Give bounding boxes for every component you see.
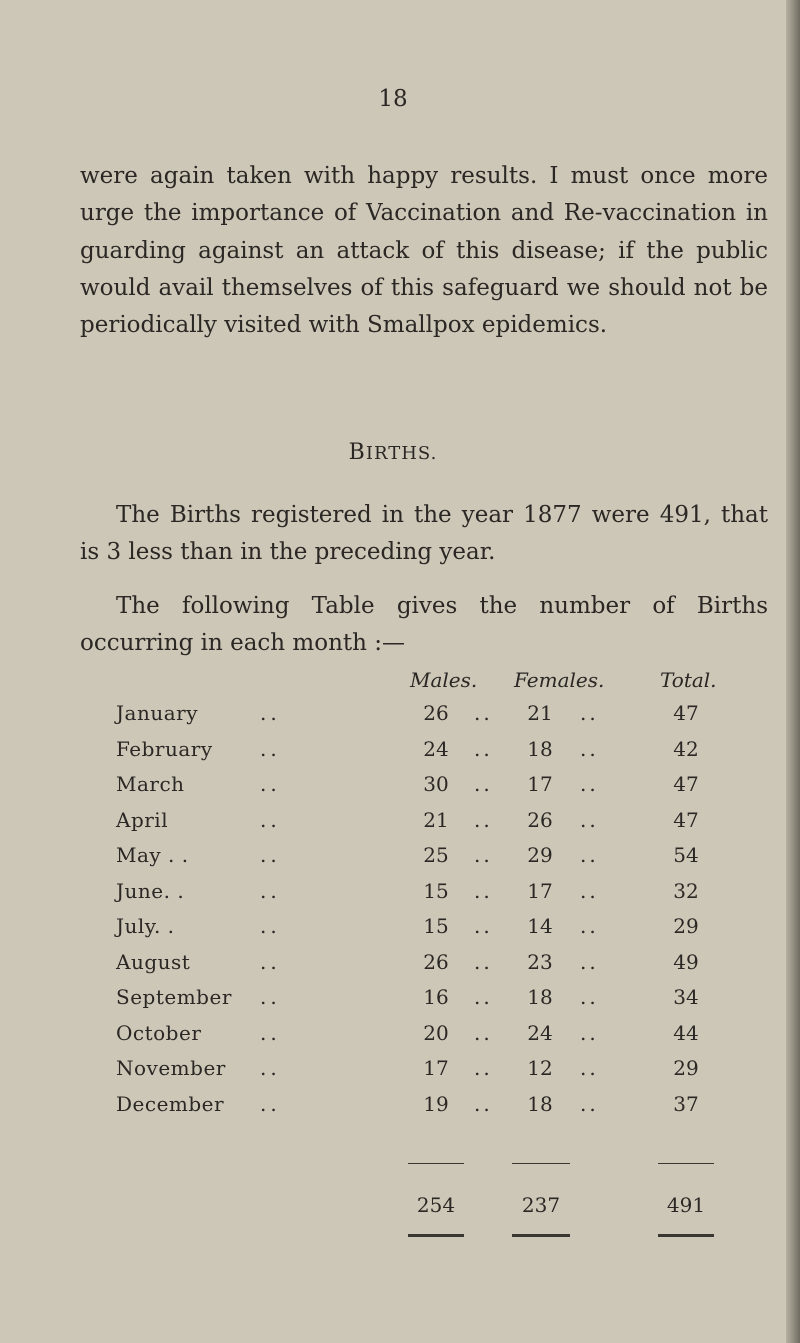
leader-dots: .. xyxy=(580,772,599,796)
table-row xyxy=(0,879,786,915)
header-males: Males. xyxy=(410,668,478,692)
total-rule-total xyxy=(658,1234,714,1237)
total-value: 29 xyxy=(673,1056,699,1080)
month-label: April xyxy=(116,807,169,832)
females-value: 17 xyxy=(527,772,553,796)
total-value: 44 xyxy=(673,1020,699,1045)
leader-dots: .. xyxy=(580,736,599,761)
leader-dots: .. xyxy=(580,1020,599,1045)
leader-dots: .. xyxy=(580,1091,599,1116)
month-label: May . . xyxy=(116,843,189,867)
table-row xyxy=(0,1092,786,1128)
subtotal-rule-females xyxy=(512,1163,570,1164)
subtotal-rule-total xyxy=(658,1163,714,1164)
table-row xyxy=(0,950,786,986)
page-number: 18 xyxy=(378,86,408,112)
males-value: 17 xyxy=(423,1056,449,1080)
males-value: 15 xyxy=(423,878,449,903)
heading-initial: B xyxy=(348,440,366,465)
section-heading xyxy=(0,440,786,465)
leader-dots: .. xyxy=(260,807,281,832)
total-value: 47 xyxy=(673,701,699,725)
males-value: 16 xyxy=(423,985,449,1009)
females-value: 18 xyxy=(527,736,553,761)
males-value: 26 xyxy=(423,949,449,974)
females-value: 17 xyxy=(527,878,553,903)
table-row xyxy=(0,808,786,844)
leader-dots: .. xyxy=(580,843,599,867)
total-total: 491 xyxy=(666,1193,706,1217)
females-value: 24 xyxy=(527,1020,553,1045)
total-value: 32 xyxy=(673,878,699,903)
males-value: 19 xyxy=(423,1091,449,1116)
header-total: Total. xyxy=(660,668,717,692)
females-value: 18 xyxy=(527,1091,553,1116)
leader-dots: .. xyxy=(474,1091,493,1116)
table-row xyxy=(0,985,786,1021)
leader-dots: .. xyxy=(260,914,281,938)
leader-dots: .. xyxy=(260,878,281,903)
females-value: 23 xyxy=(527,949,553,974)
leader-dots: .. xyxy=(260,736,281,761)
females-value: 21 xyxy=(527,701,553,725)
leader-dots: .. xyxy=(260,701,281,725)
leader-dots: .. xyxy=(474,878,493,903)
month-label: February xyxy=(116,736,213,761)
leader-dots: .. xyxy=(474,1056,493,1080)
leader-dots: .. xyxy=(474,985,493,1009)
leader-dots: .. xyxy=(260,949,281,974)
leader-dots: .. xyxy=(260,1091,281,1116)
leader-dots: .. xyxy=(580,985,599,1009)
month-label: November xyxy=(116,1056,226,1080)
month-label: August xyxy=(116,949,191,974)
leader-dots: .. xyxy=(474,772,493,796)
table-row xyxy=(0,843,786,879)
females-value: 26 xyxy=(527,807,553,832)
males-value: 30 xyxy=(423,772,449,796)
month-label: September xyxy=(116,985,232,1009)
table-row xyxy=(0,1021,786,1057)
total-value: 42 xyxy=(673,736,699,761)
month-label: June. . xyxy=(116,878,185,903)
month-label: January xyxy=(116,701,198,725)
leader-dots: .. xyxy=(260,843,281,867)
males-value: 15 xyxy=(423,914,449,938)
leader-dots: .. xyxy=(474,914,493,938)
total-rule-males xyxy=(408,1234,464,1237)
leader-dots: .. xyxy=(580,1056,599,1080)
leader-dots: .. xyxy=(474,1020,493,1045)
month-label: July. . xyxy=(116,914,175,938)
table-row xyxy=(0,772,786,808)
month-label: October xyxy=(116,1020,202,1045)
births-table xyxy=(0,701,786,1127)
total-value: 47 xyxy=(673,807,699,832)
males-value: 24 xyxy=(423,736,449,761)
leader-dots: .. xyxy=(474,843,493,867)
total-value: 49 xyxy=(673,949,699,974)
total-value: 29 xyxy=(673,914,699,938)
table-row xyxy=(0,914,786,950)
leader-dots: .. xyxy=(474,807,493,832)
leader-dots: .. xyxy=(474,736,493,761)
females-value: 12 xyxy=(527,1056,553,1080)
leader-dots: .. xyxy=(474,701,493,725)
total-rule-females xyxy=(512,1234,570,1237)
males-value: 21 xyxy=(423,807,449,832)
paragraph-births-registered: The Births registered in the year 1877 were 491, that is 3 less than in the preceding year. xyxy=(80,502,768,566)
females-value: 14 xyxy=(527,914,553,938)
males-value: 25 xyxy=(423,843,449,867)
leader-dots: .. xyxy=(260,1020,281,1045)
total-value: 54 xyxy=(673,843,699,867)
month-label: March xyxy=(116,772,185,796)
header-females: Females. xyxy=(514,668,605,692)
heading-rest: IRTHS. xyxy=(365,443,438,464)
month-label: December xyxy=(116,1091,225,1116)
males-value: 26 xyxy=(423,701,449,725)
total-males: 254 xyxy=(416,1193,456,1217)
leader-dots: .. xyxy=(260,772,281,796)
leader-dots: .. xyxy=(580,807,599,832)
leader-dots: .. xyxy=(474,949,493,974)
leader-dots: .. xyxy=(580,949,599,974)
paragraph-vaccination: were again taken with happy results. I must once more urge the importance of Vaccination and Re-vaccination in guarding against an attack of this disease; if the public would avail themselves of this safeguard we should not be periodically visited with Smallpox epidemics. xyxy=(80,163,768,339)
leader-dots: .. xyxy=(260,985,281,1009)
total-value: 34 xyxy=(673,985,699,1009)
leader-dots: .. xyxy=(580,878,599,903)
females-value: 18 xyxy=(527,985,553,1009)
paragraph-table-intro: The following Table gives the number of Births occurring in each month :— xyxy=(80,593,768,657)
table-row xyxy=(0,737,786,773)
total-value: 47 xyxy=(673,772,699,796)
leader-dots: .. xyxy=(580,914,599,938)
page-edge xyxy=(786,0,800,1343)
table-row xyxy=(0,1056,786,1092)
total-females: 237 xyxy=(521,1193,561,1217)
leader-dots: .. xyxy=(580,701,599,725)
subtotal-rule-males xyxy=(408,1163,464,1164)
males-value: 20 xyxy=(423,1020,449,1045)
table-row xyxy=(0,701,786,737)
females-value: 29 xyxy=(527,843,553,867)
leader-dots: .. xyxy=(260,1056,281,1080)
total-value: 37 xyxy=(673,1091,699,1116)
